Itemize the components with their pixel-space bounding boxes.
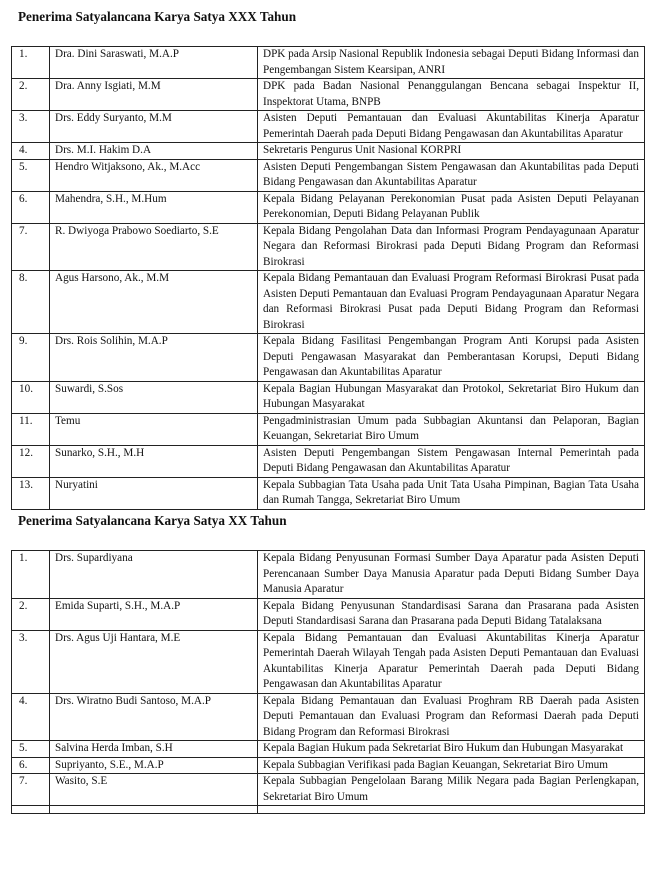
- recipient-position: DPK pada Badan Nasional Penanggulangan Bencana sebagai Inspektur II, Inspektorat Utama, BNPB: [258, 79, 645, 111]
- table-row: [12, 79, 645, 111]
- recipient-position: Kepala Bidang Penyusunan Standardisasi Sarana dan Prasarana pada Asisten Deputi Standardisasi Sarana dan Prasarana pada Deputi Bidang Tatalaksana: [258, 598, 645, 630]
- recipients-table-xxx: [11, 46, 645, 510]
- recipient-name: Emida Suparti, S.H., M.A.P: [50, 598, 258, 630]
- row-number: 3.: [12, 630, 50, 693]
- row-number: 10.: [12, 381, 50, 413]
- recipient-name: Drs. Agus Uji Hantara, M.E: [50, 630, 258, 693]
- table-row: [12, 551, 645, 599]
- recipient-position: Asisten Deputi Pengembangan Sistem Pengawasan dan Akuntabilitas pada Deputi Bidang Pengawasan dan Akuntabilitas Aparatur: [258, 159, 645, 191]
- recipient-name: Sunarko, S.H., M.H: [50, 445, 258, 477]
- row-number: 8.: [12, 271, 50, 334]
- row-number: 3.: [12, 111, 50, 143]
- recipient-name: Suwardi, S.Sos: [50, 381, 258, 413]
- recipient-position: Kepala Subbagian Verifikasi pada Bagian Keuangan, Sekretariat Biro Umum: [258, 757, 645, 774]
- recipient-name: Wasito, S.E: [50, 774, 258, 806]
- table-row: [12, 47, 645, 79]
- recipient-name: Supriyanto, S.E., M.A.P: [50, 757, 258, 774]
- recipient-position: Kepala Bidang Penyusunan Formasi Sumber Daya Aparatur pada Asisten Deputi Perencanaan Sumber Daya Manusia Aparatur pada Deputi Bidang Sumber Daya Manusia Aparatur: [258, 551, 645, 599]
- recipient-name: Drs. Rois Solihin, M.A.P: [50, 334, 258, 382]
- table-row: [12, 334, 645, 382]
- recipient-position: DPK pada Arsip Nasional Republik Indonesia sebagai Deputi Bidang Informasi dan Pengembangan Sistem Kearsipan, ANRI: [258, 47, 645, 79]
- recipient-name: Drs. Wiratno Budi Santoso, M.A.P: [50, 693, 258, 741]
- recipient-name: Hendro Witjaksono, Ak., M.Acc: [50, 159, 258, 191]
- row-number: 5.: [12, 159, 50, 191]
- table-row-spacer: [12, 806, 645, 814]
- row-number: 1.: [12, 551, 50, 599]
- row-number: 1.: [12, 47, 50, 79]
- recipient-position: Asisten Deputi Pemantauan dan Evaluasi Akuntabilitas Kinerja Aparatur Pemerintah Daerah pada Deputi Bidang Pengawasan dan Akuntabilitas Aparatur: [258, 111, 645, 143]
- row-number: 6.: [12, 757, 50, 774]
- row-number: 4.: [12, 693, 50, 741]
- row-number: 6.: [12, 191, 50, 223]
- recipient-position: Kepala Bidang Pemantauan dan Evaluasi Proghram RB Daerah pada Asisten Deputi Pemantauan dan Evaluasi Program dan Reformasi Daerah pada Deputi Bidang Program dan Reformasi Birokrasi: [258, 693, 645, 741]
- table-row: [12, 445, 645, 477]
- recipient-position: Pengadministrasian Umum pada Subbagian Akuntansi dan Pelaporan, Bagian Keuangan, Sekretariat Biro Umum: [258, 413, 645, 445]
- recipient-position: Kepala Bidang Pelayanan Perekonomian Pusat pada Asisten Deputi Pelayanan Perekonomian, Deputi Bidang Pelayanan Publik: [258, 191, 645, 223]
- table-row: [12, 598, 645, 630]
- row-number: 12.: [12, 445, 50, 477]
- recipient-name: Mahendra, S.H., M.Hum: [50, 191, 258, 223]
- table-row: [12, 774, 645, 806]
- section-title-xx: Penerima Satyalancana Karya Satya XX Tahun: [18, 513, 287, 528]
- row-number: 2.: [12, 598, 50, 630]
- recipient-position: Sekretaris Pengurus Unit Nasional KORPRI: [258, 143, 645, 160]
- row-number: 7.: [12, 223, 50, 271]
- row-number: 5.: [12, 741, 50, 758]
- table-row: [12, 381, 645, 413]
- recipient-name: Dra. Anny Isgiati, M.M: [50, 79, 258, 111]
- row-number: 9.: [12, 334, 50, 382]
- recipient-name: Temu: [50, 413, 258, 445]
- section-title-xxx: Penerima Satyalancana Karya Satya XXX Tahun: [18, 9, 297, 24]
- row-number: 2.: [12, 79, 50, 111]
- table-row: [12, 191, 645, 223]
- recipient-position: Kepala Subbagian Pengelolaan Barang Milik Negara pada Bagian Perlengkapan, Sekretariat Biro Umum: [258, 774, 645, 806]
- recipient-position: Kepala Bagian Hukum pada Sekretariat Biro Hukum dan Hubungan Masyarakat: [258, 741, 645, 758]
- table-row: [12, 271, 645, 334]
- recipient-position: Kepala Bidang Pengolahan Data dan Informasi Program Pendayagunaan Aparatur Negara dan Reformasi Birokrasi pada Deputi Bidang Program dan Reformasi Birokrasi: [258, 223, 645, 271]
- table-row: [12, 741, 645, 758]
- table-row: [12, 159, 645, 191]
- row-number: 4.: [12, 143, 50, 160]
- table-row: [12, 111, 645, 143]
- recipient-name: Nuryatini: [50, 477, 258, 509]
- recipient-name: Drs. Supardiyana: [50, 551, 258, 599]
- row-number: 7.: [12, 774, 50, 806]
- row-number: 11.: [12, 413, 50, 445]
- recipient-name: Drs. Eddy Suryanto, M.M: [50, 111, 258, 143]
- table-row: [12, 630, 645, 693]
- recipient-position: Kepala Bidang Pemantauan dan Evaluasi Program Reformasi Birokrasi Pusat pada Asisten Deputi Pemantauan dan Evaluasi Program Pendayagunaan Aparatur Negara dan Reformasi Birokrasi Pusat pada Deputi Bidang Program dan Reformasi Birokrasi: [258, 271, 645, 334]
- table-row: [12, 757, 645, 774]
- recipient-name: Agus Harsono, Ak., M.M: [50, 271, 258, 334]
- row-number: 13.: [12, 477, 50, 509]
- recipient-position: Kepala Bagian Hubungan Masyarakat dan Protokol, Sekretariat Biro Hukum dan Hubungan Masyarakat: [258, 381, 645, 413]
- recipient-name: R. Dwiyoga Prabowo Soediarto, S.E: [50, 223, 258, 271]
- recipient-name: Dra. Dini Saraswati, M.A.P: [50, 47, 258, 79]
- recipient-name: Salvina Herda Imban, S.H: [50, 741, 258, 758]
- recipient-position: Kepala Bidang Fasilitasi Pengembangan Program Anti Korupsi pada Asisten Deputi Pengawasan Masyarakat dan Pemberantasan Korupsi, Deputi Bidang Pengawasan dan Akuntabilitas Aparatur: [258, 334, 645, 382]
- table-row: [12, 223, 645, 271]
- table-row: [12, 143, 645, 160]
- table-row: [12, 693, 645, 741]
- recipient-position: Kepala Subbagian Tata Usaha pada Unit Tata Usaha Pimpinan, Bagian Tata Usaha dan Rumah Tangga, Sekretariat Biro Umum: [258, 477, 645, 509]
- recipients-table-xx: [11, 550, 645, 814]
- recipient-position: Kepala Bidang Pemantauan dan Evaluasi Akuntabilitas Kinerja Aparatur Pemerintah Daerah Wilayah Tengah pada Asisten Deputi Pemantauan dan Evaluasi Akuntabilitas Kinerja Aparatur Pemerintah Daerah pada Deputi Bidang Pengawasan dan Akuntabilitas Aparatur: [258, 630, 645, 693]
- recipient-position: Asisten Deputi Pengembangan Sistem Pengawasan Internal Pemerintah pada Deputi Bidang Pengawasan dan Akuntabilitas Aparatur: [258, 445, 645, 477]
- recipient-name: Drs. M.I. Hakim D.A: [50, 143, 258, 160]
- table-row: [12, 477, 645, 509]
- table-row: [12, 413, 645, 445]
